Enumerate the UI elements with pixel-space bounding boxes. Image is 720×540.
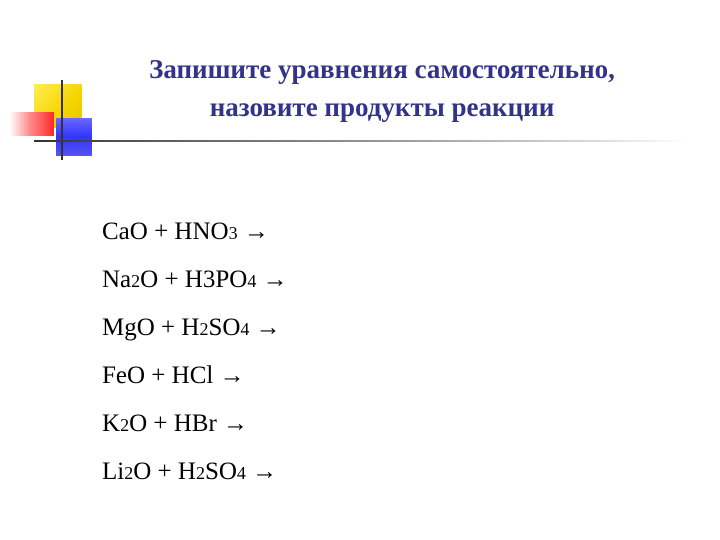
equation-text: FeO + HCl → bbox=[102, 362, 245, 389]
logo-vertical-line bbox=[61, 80, 63, 160]
equation-index: 2 bbox=[195, 463, 205, 483]
equation-text: O + HBr → bbox=[129, 410, 249, 437]
equation-text: → bbox=[237, 218, 269, 245]
equation-index: 2 bbox=[124, 463, 134, 483]
equation-text: → bbox=[256, 266, 288, 293]
equation-item bbox=[102, 448, 288, 496]
equation-item bbox=[102, 208, 288, 256]
equation-index: 2 bbox=[120, 415, 130, 435]
equation-text: K bbox=[102, 410, 121, 437]
equation-item bbox=[102, 256, 288, 304]
equation-text: → bbox=[245, 458, 278, 485]
title-underline bbox=[34, 140, 688, 142]
slide-title bbox=[64, 50, 700, 126]
title-line-1: Запишите уравнения самостоятельно, bbox=[149, 54, 615, 84]
equation-text: O + H bbox=[133, 458, 196, 485]
equation-text: O + H3PO bbox=[140, 266, 248, 293]
equation-item bbox=[102, 400, 288, 448]
logo-red-bar bbox=[10, 112, 54, 136]
equation-text: Li bbox=[102, 458, 125, 485]
equation-text: MgO + H bbox=[102, 314, 200, 341]
equation-index: 4 bbox=[240, 319, 250, 339]
equation-index: 3 bbox=[228, 223, 238, 243]
equation-text: SO bbox=[208, 314, 241, 341]
equation-item bbox=[102, 352, 288, 400]
equation-text: CaO + HNO bbox=[102, 218, 229, 245]
equation-text: → bbox=[249, 314, 281, 341]
equation-text: Na bbox=[102, 266, 132, 293]
title-line-2: назовите продукты реакции bbox=[209, 92, 555, 122]
equation-index: 2 bbox=[199, 319, 209, 339]
equation-list bbox=[102, 208, 288, 496]
equation-index: 4 bbox=[247, 271, 257, 291]
equation-index: 2 bbox=[131, 271, 141, 291]
equation-text: SO bbox=[204, 458, 237, 485]
equation-item bbox=[102, 304, 288, 352]
equation-index: 4 bbox=[236, 463, 246, 483]
